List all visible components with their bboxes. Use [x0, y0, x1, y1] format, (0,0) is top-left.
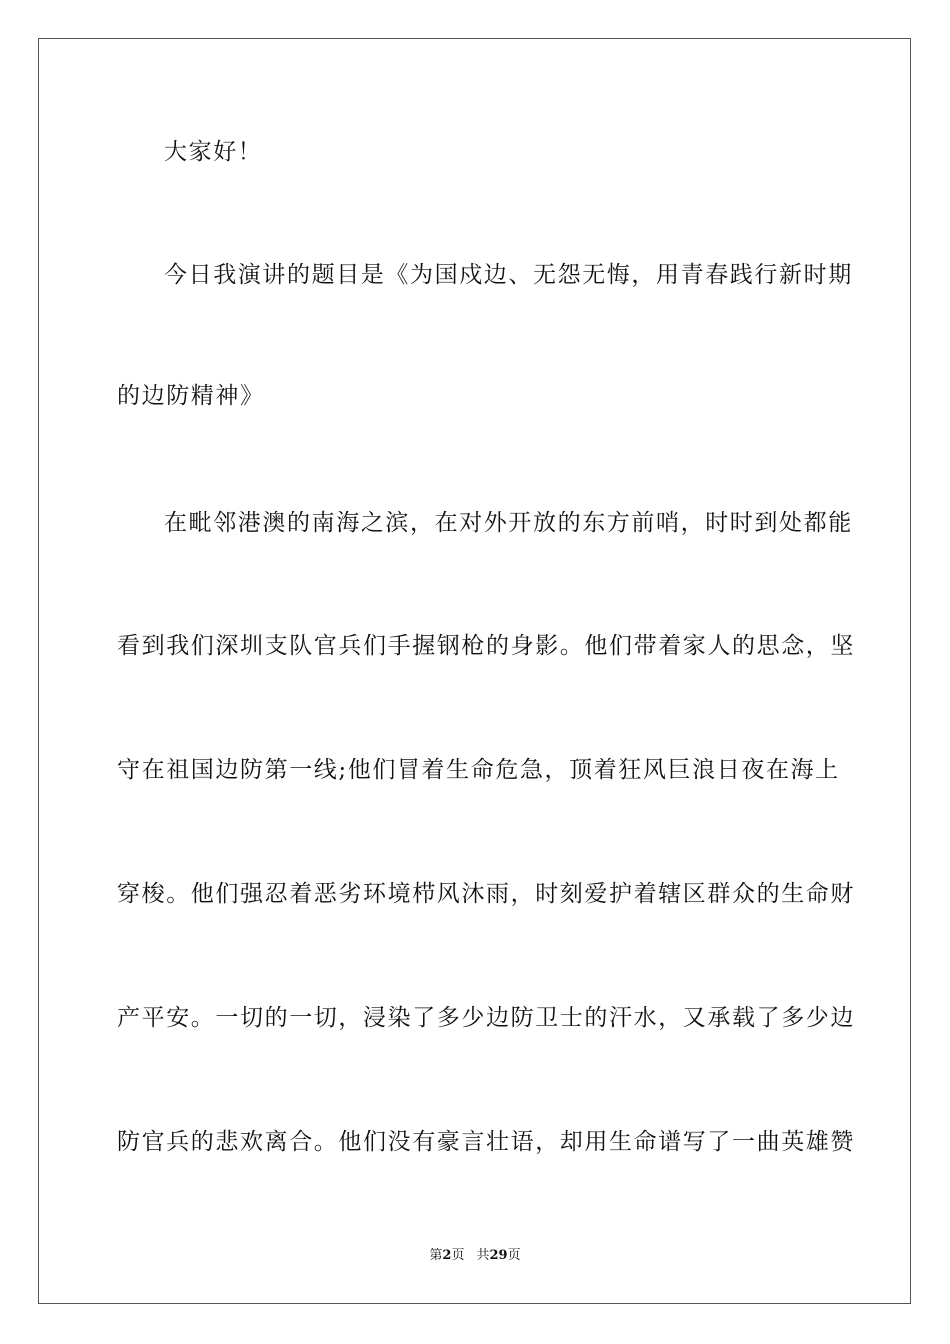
greeting-line: 大家好！: [164, 139, 263, 165]
paragraph-line: 的边防精神》: [117, 383, 265, 409]
page-footer: [0, 1247, 950, 1265]
page-border: [38, 38, 911, 1304]
page-total-number: 29: [489, 1248, 508, 1263]
paragraph-line: 在毗邻港澳的南海之滨，在对外开放的东方前哨，时时到处都能: [164, 510, 853, 536]
page-current-number: 2: [442, 1248, 452, 1263]
total-suffix: 页: [507, 1248, 521, 1263]
paragraph-line: 守在祖国边防第一线;他们冒着生命危急，顶着狂风巨浪日夜在海上: [117, 757, 840, 783]
page-prefix: 第: [429, 1248, 443, 1263]
paragraph-line: 今日我演讲的题目是《为国戍边、无怨无悔，用青春践行新时期: [164, 262, 853, 288]
paragraph-line: 产平安。一切的一切，浸染了多少边防卫士的汗水，又承载了多少边: [117, 1005, 855, 1031]
total-prefix: 共: [476, 1248, 490, 1263]
paragraph-line: 看到我们深圳支队官兵们手握钢枪的身影。他们带着家人的思念，坚: [117, 633, 855, 659]
page-suffix: 页: [451, 1248, 465, 1263]
paragraph-line: 穿梭。他们强忍着恶劣环境栉风沐雨，时刻爱护着辖区群众的生命财: [117, 881, 855, 907]
paragraph-line: 防官兵的悲欢离合。他们没有豪言壮语，却用生命谱写了一曲英雄赞: [117, 1129, 855, 1155]
